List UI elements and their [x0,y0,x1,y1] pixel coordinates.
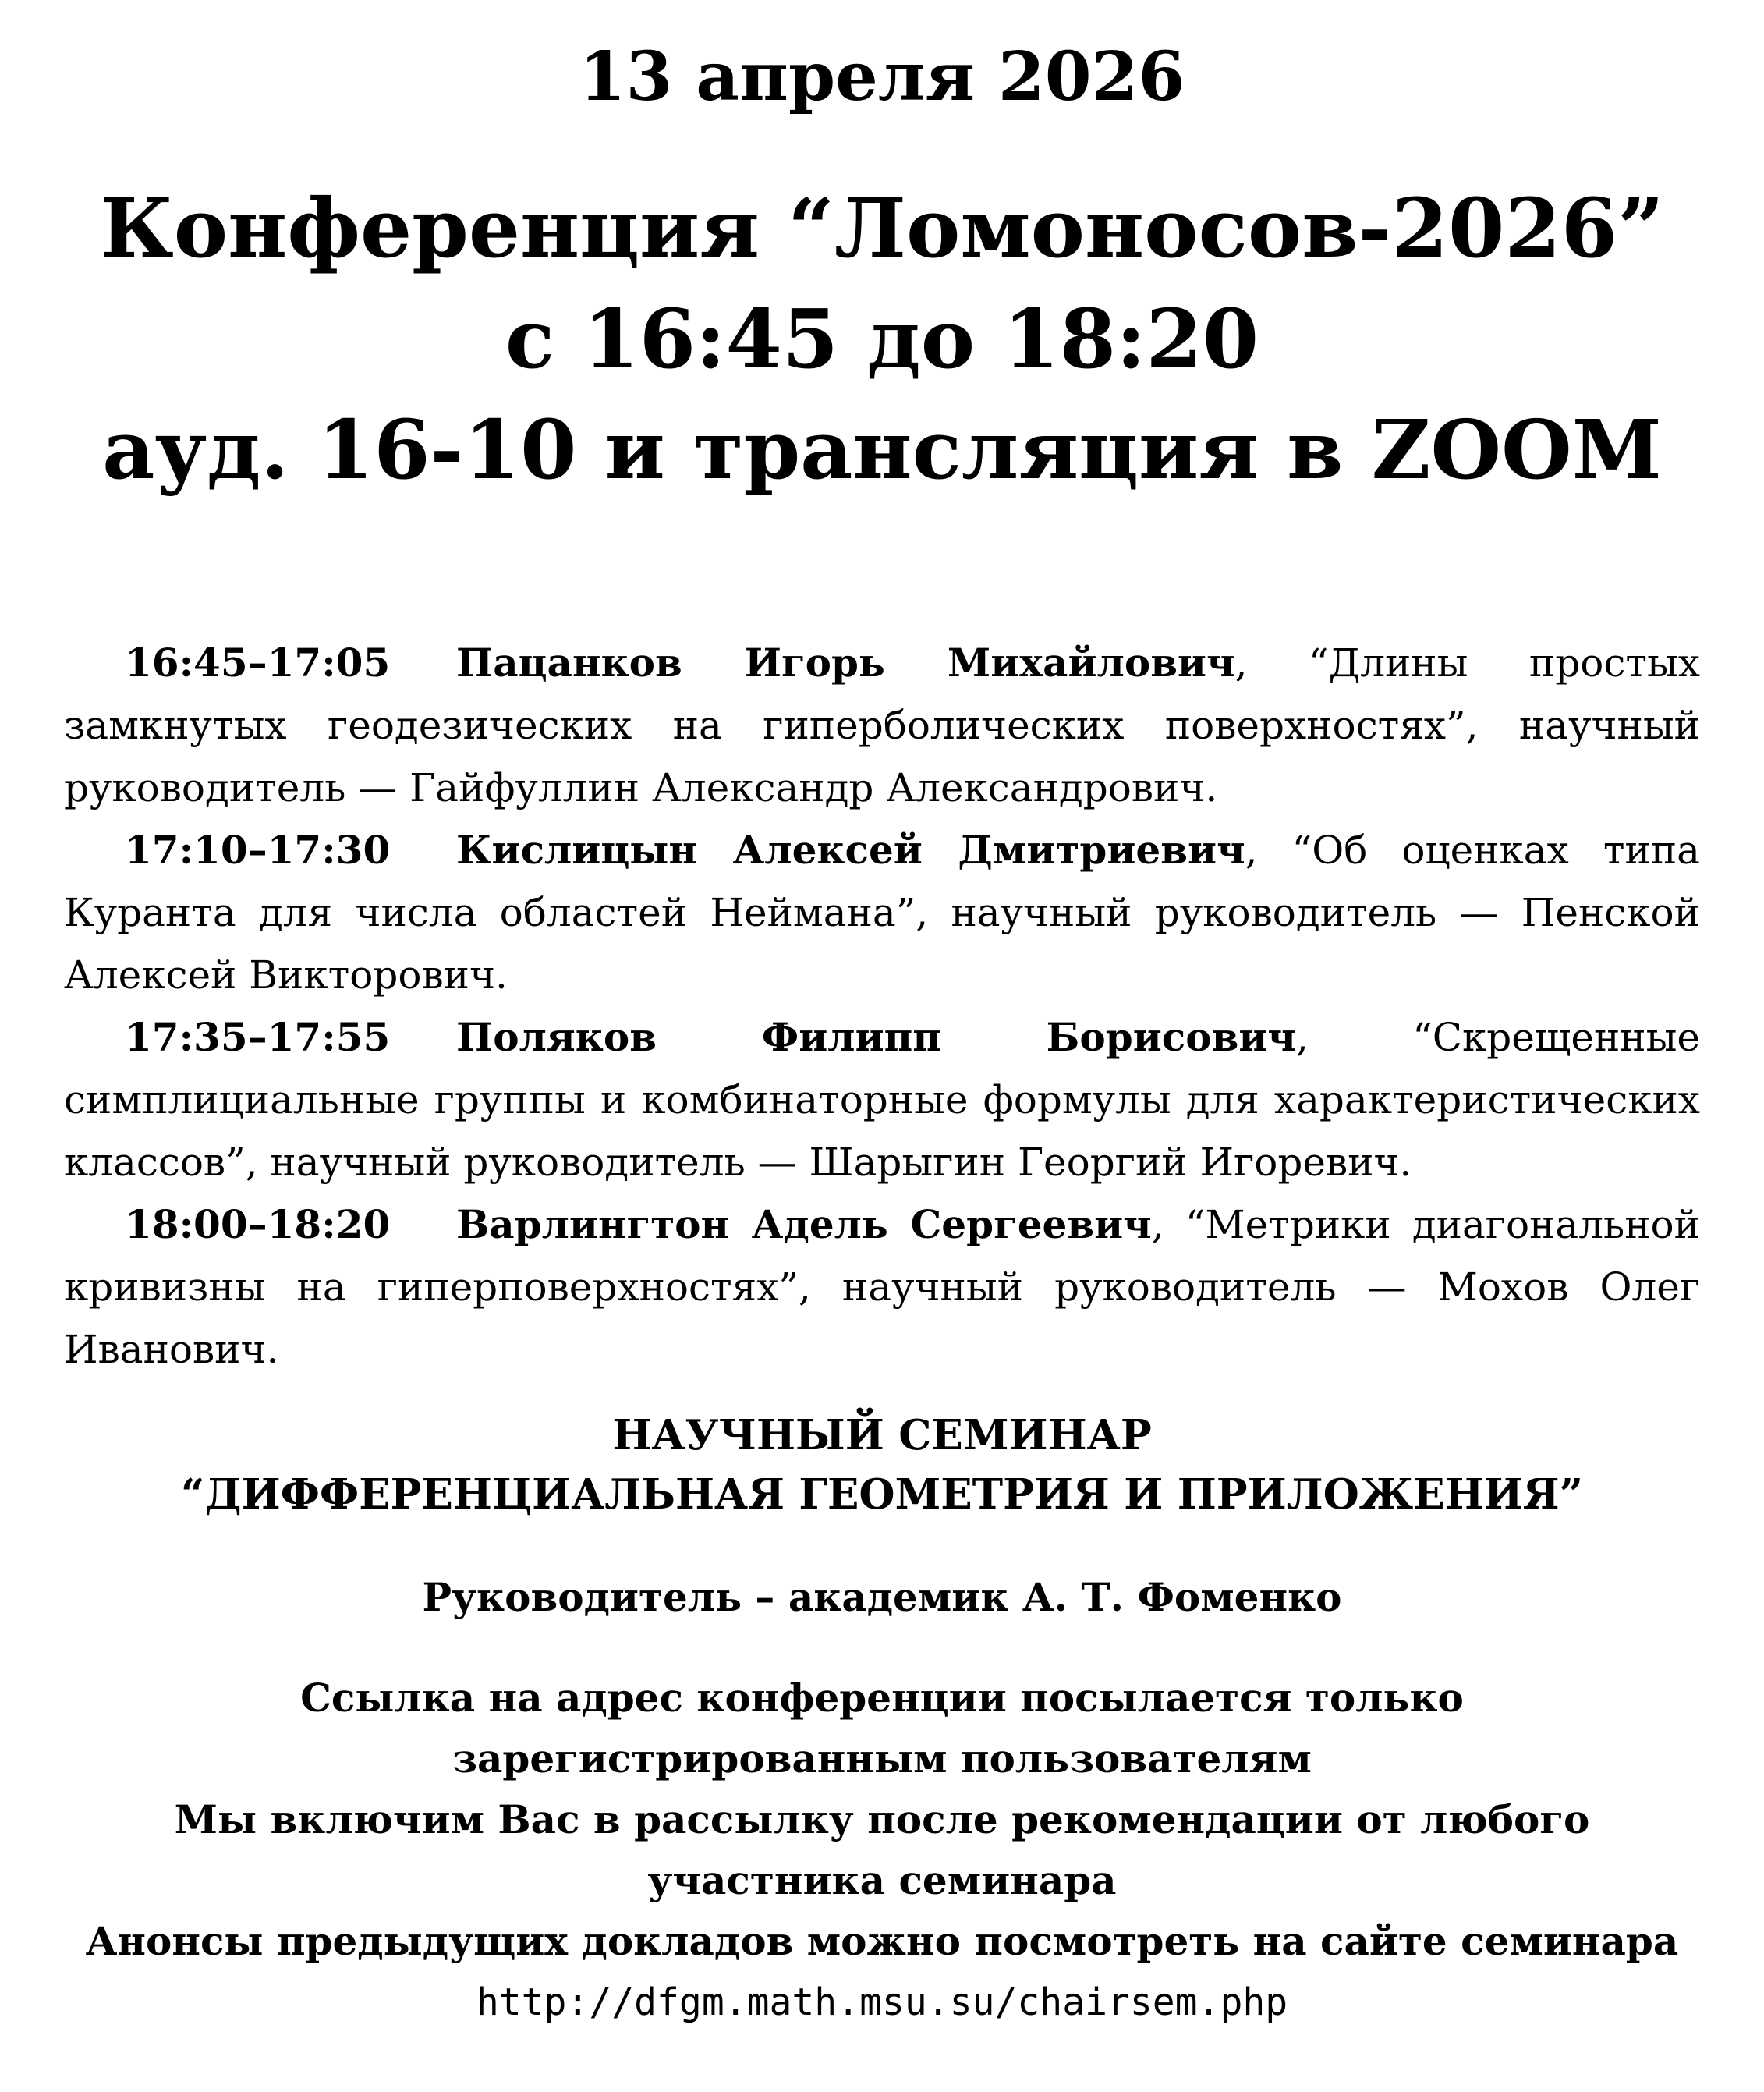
talk-item [64,1006,1700,1193]
talk-speaker: Кислицын Алексей Дмитриевич [456,827,1245,873]
talk-time: 18:00–18:20 [125,1201,391,1247]
talk-details: , “Скрещенные симплициальные группы и комбинаторные формулы для характеристических классов”, научный руководитель — Шарыгин Георгий Игоревич. [64,1015,1700,1185]
talk-time: 17:10–17:30 [125,827,391,873]
seminar-head: Руководитель – академик А. Т. Фоменко [422,1574,1342,1620]
talk-item [64,1193,1700,1381]
talk-time: 16:45–17:05 [125,640,391,686]
title-line-location: ауд. 16-10 и трансляция в ZOOM [102,402,1662,498]
note-line: зарегистрированным пользователям [452,1736,1312,1782]
note-line: Мы включим Вас в рассылку после рекомендации от любого [174,1796,1590,1842]
talk-time: 17:35–17:55 [125,1014,391,1060]
note-line: участника семинара [647,1857,1117,1903]
title-line-conference: Конференция “Ломоносов-2026” [100,180,1664,276]
talk-item [64,632,1700,819]
seminar-url-link[interactable]: http://dfgm.math.msu.su/chairsem.php [476,1980,1288,2024]
note-line: Анонсы предыдущих докладов можно посмотреть на сайте семинара [85,1918,1679,1964]
seminar-name-line2: “ДИФФЕРЕНЦИАЛЬНАЯ ГЕОМЕТРИЯ И ПРИЛОЖЕНИЯ” [180,1470,1584,1519]
seminar-info [64,1406,1700,2033]
title-line-time: с 16:45 до 18:20 [505,291,1259,387]
talk-speaker: Варлингтон Адель Сергеевич [456,1201,1152,1247]
talk-item [64,819,1700,1006]
seminar-name [64,1406,1700,1524]
talk-speaker: Пацанков Игорь Михайлович [456,640,1235,686]
talk-details: , “Метрики диагональной кривизны на гиперповерхностях”, научный руководитель — Мохов Олег Иванович. [64,1202,1700,1372]
event-date: 13 апреля 2026 [579,37,1185,116]
talk-schedule [64,632,1700,1381]
conference-title [64,173,1700,505]
talk-speaker: Поляков Филипп Борисович [456,1014,1297,1060]
note-line: Ссылка на адрес конференции посылается только [300,1675,1464,1721]
talk-details: , “Об оценках типа Куранта для числа областей Неймана”, научный руководитель — Пенской Алексей Викторович. [64,828,1700,998]
seminar-notes [64,1668,1700,2033]
talk-details: , “Длины простых замкнутых геодезических на гиперболических поверхностях”, научный руководитель — Гайфуллин Александр Александрович. [64,640,1700,810]
seminar-name-line1: НАУЧНЫЙ СЕМИНАР [612,1411,1152,1459]
